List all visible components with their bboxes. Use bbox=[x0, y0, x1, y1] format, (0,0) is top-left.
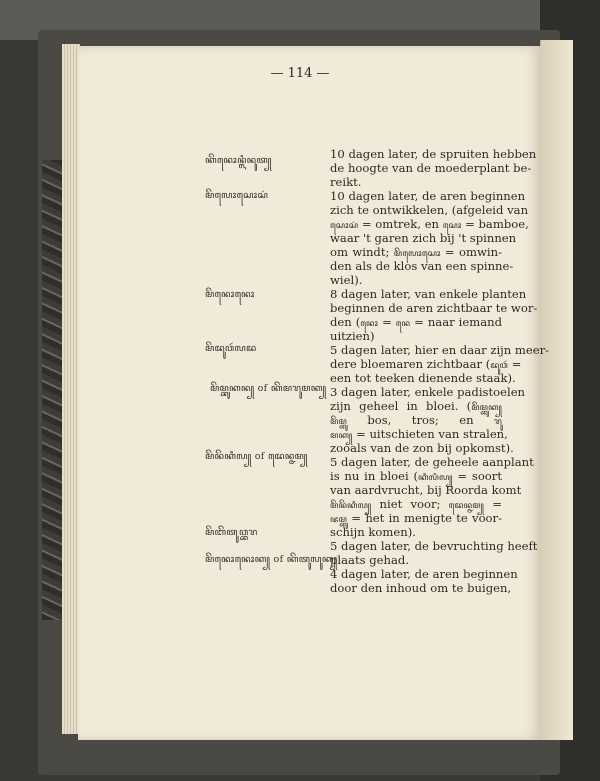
text-segment: = het in menigte te voor- bbox=[347, 511, 502, 525]
text-segment: den ( bbox=[330, 315, 361, 329]
text-line bbox=[330, 147, 537, 161]
text-segment: wiel). bbox=[330, 273, 363, 287]
text-line bbox=[330, 301, 538, 315]
text-segment: 4 dagen later, de aren beginnen bbox=[330, 567, 518, 581]
text-line bbox=[330, 175, 502, 189]
text-segment: = bbox=[484, 497, 502, 511]
text-segment: bos, tros; en bbox=[346, 413, 495, 427]
javanese-word: ꦩꦼꦩ꧀ꦧꦸꦏ꧀ bbox=[471, 403, 502, 413]
javanese-term: ꦩꦼꦩ꧀ꦧꦸꦏꦤ꧀ of ꦏꦼꦩꦫꦸꦩꦏ꧀ bbox=[210, 383, 327, 394]
javanese-word: ꦩꦏ꧀ bbox=[330, 431, 353, 441]
text-segment: de hoogte van de moederplant be- bbox=[330, 161, 532, 175]
text-segment: van aardvrucht, bij Roorda komt bbox=[330, 483, 522, 497]
text-line bbox=[330, 203, 529, 217]
page-number: — 114 — bbox=[270, 66, 330, 81]
text-line bbox=[330, 567, 518, 581]
text-segment: door den inhoud om te buigen, bbox=[330, 581, 512, 595]
text-line bbox=[330, 273, 502, 287]
text-segment: schijn komen). bbox=[330, 525, 416, 539]
text-segment: een tot teeken dienende staak). bbox=[330, 371, 516, 385]
text-segment: = soort bbox=[452, 469, 502, 483]
javanese-word: ꦤꦺꦴ bbox=[360, 319, 379, 329]
text-segment: 10 dagen later, de aren beginnen bbox=[330, 189, 526, 203]
text-segment: den als de klos van een spinne- bbox=[330, 259, 514, 273]
text-line bbox=[330, 441, 514, 455]
text-segment: zooals van de zon bij opkomst). bbox=[330, 441, 514, 455]
text-segment: = bbox=[507, 357, 522, 371]
text-line bbox=[330, 385, 526, 399]
javanese-word: ꦱꦺꦴꦱ꦳ bbox=[330, 221, 359, 231]
text-segment: is nu in bloei ( bbox=[330, 469, 419, 483]
javanese-word: ꦢꦸꦮꦂ bbox=[490, 361, 508, 371]
text-segment: beginnen de aren zichtbaar te wor- bbox=[330, 301, 538, 315]
text-segment: zijn geheel in bloei. ( bbox=[330, 399, 472, 413]
javanese-term: ꦩꦼꦢꦸꦮꦂꦭꦢ bbox=[205, 343, 257, 354]
text-segment: zich te ontwikkelen, (afgeleid van bbox=[330, 203, 529, 217]
javanese-word: ꦗꦩ꧀ꦧꦸ bbox=[330, 515, 348, 525]
text-line bbox=[330, 371, 516, 385]
text-segment: = uitschieten van stralen, bbox=[352, 427, 508, 441]
text-segment: = naar iemand bbox=[410, 315, 502, 329]
text-line bbox=[330, 231, 517, 245]
text-line bbox=[330, 287, 527, 301]
javanese-term: ꦩꦼꦧꦼꦠꦸꦮ꧀ꦧꦫ bbox=[205, 527, 258, 538]
text-segment: 3 dagen later, enkele padistoelen bbox=[330, 385, 526, 399]
text-line bbox=[330, 455, 534, 469]
javanese-word: ꦩꦼꦤꦼꦏꦶꦭ꧀ bbox=[330, 501, 372, 511]
text-segment: 5 dagen later, de geheele aanplant bbox=[330, 455, 534, 469]
javanese-term: ꦩꦼꦤꦼꦏꦶꦭ꧀ of ꦢꦺꦤ꧀ꦗꦩ꧀ bbox=[205, 451, 308, 462]
text-line bbox=[330, 525, 502, 539]
javanese-term: ꦩꦼꦭꦺꦴꦱꦺꦴꦱ꦳ bbox=[205, 190, 269, 201]
text-line bbox=[330, 581, 512, 595]
text-segment: om windt; bbox=[330, 245, 394, 259]
javanese-word: ꦫꦸ bbox=[494, 417, 502, 427]
text-line bbox=[330, 329, 502, 343]
javanese-word: ꦏꦶꦭꦶꦭ꧀ bbox=[418, 473, 453, 483]
text-line bbox=[330, 189, 526, 203]
text-segment: plaats gehad. bbox=[330, 553, 410, 567]
javanese-term: ꦩꦼꦤꦺꦴꦤꦺꦴ bbox=[205, 289, 255, 300]
text-segment: reikt. bbox=[330, 175, 362, 189]
text-segment: niet voor; bbox=[371, 497, 449, 511]
text-segment: waar 't garen zich bij 't spinnen bbox=[330, 231, 517, 245]
text-segment: = bamboe, bbox=[461, 217, 529, 231]
text-segment: dere bloemaren zichtbaar ( bbox=[330, 357, 491, 371]
text-line bbox=[330, 539, 538, 553]
text-line bbox=[330, 343, 550, 357]
javanese-term: ꦏꦼꦤꦺꦴꦤ꧀ꦭꦶꦤꦸꦠ꧀ bbox=[205, 155, 272, 166]
text-line bbox=[330, 161, 532, 175]
text-line bbox=[330, 553, 502, 567]
text-segment: uitzien) bbox=[330, 329, 375, 343]
text-segment: = omwin- bbox=[440, 245, 502, 259]
text-segment: = omtrek, en bbox=[358, 217, 443, 231]
javanese-word: ꦱꦺꦴ bbox=[442, 221, 462, 231]
javanese-word: ꦩꦼꦩ꧀ꦧꦸ bbox=[330, 417, 347, 427]
javanese-term: ꦩꦼꦤꦺꦴꦤꦺꦴꦏ꧀ of ꦏꦼꦠꦸꦭꦸꦏ꧀ bbox=[205, 554, 338, 565]
text-segment: = bbox=[378, 315, 396, 329]
facing-page-edge bbox=[540, 40, 573, 740]
text-segment: 5 dagen later, de bevruchting heeft bbox=[330, 539, 538, 553]
text-segment: 5 dagen later, hier en daar zijn meer- bbox=[330, 343, 550, 357]
javanese-word: ꦢꦺꦤ꧀ꦗꦩ꧀ bbox=[448, 501, 485, 511]
javanese-word: ꦤꦺ bbox=[395, 319, 411, 329]
text-segment: 10 dagen later, de spruiten hebben bbox=[330, 147, 537, 161]
text-line bbox=[330, 483, 522, 497]
text-line bbox=[330, 259, 514, 273]
javanese-word: ꦩꦼꦭꦺꦴꦱꦺꦴ bbox=[393, 249, 441, 259]
text-segment: 8 dagen later, van enkele planten bbox=[330, 287, 527, 301]
